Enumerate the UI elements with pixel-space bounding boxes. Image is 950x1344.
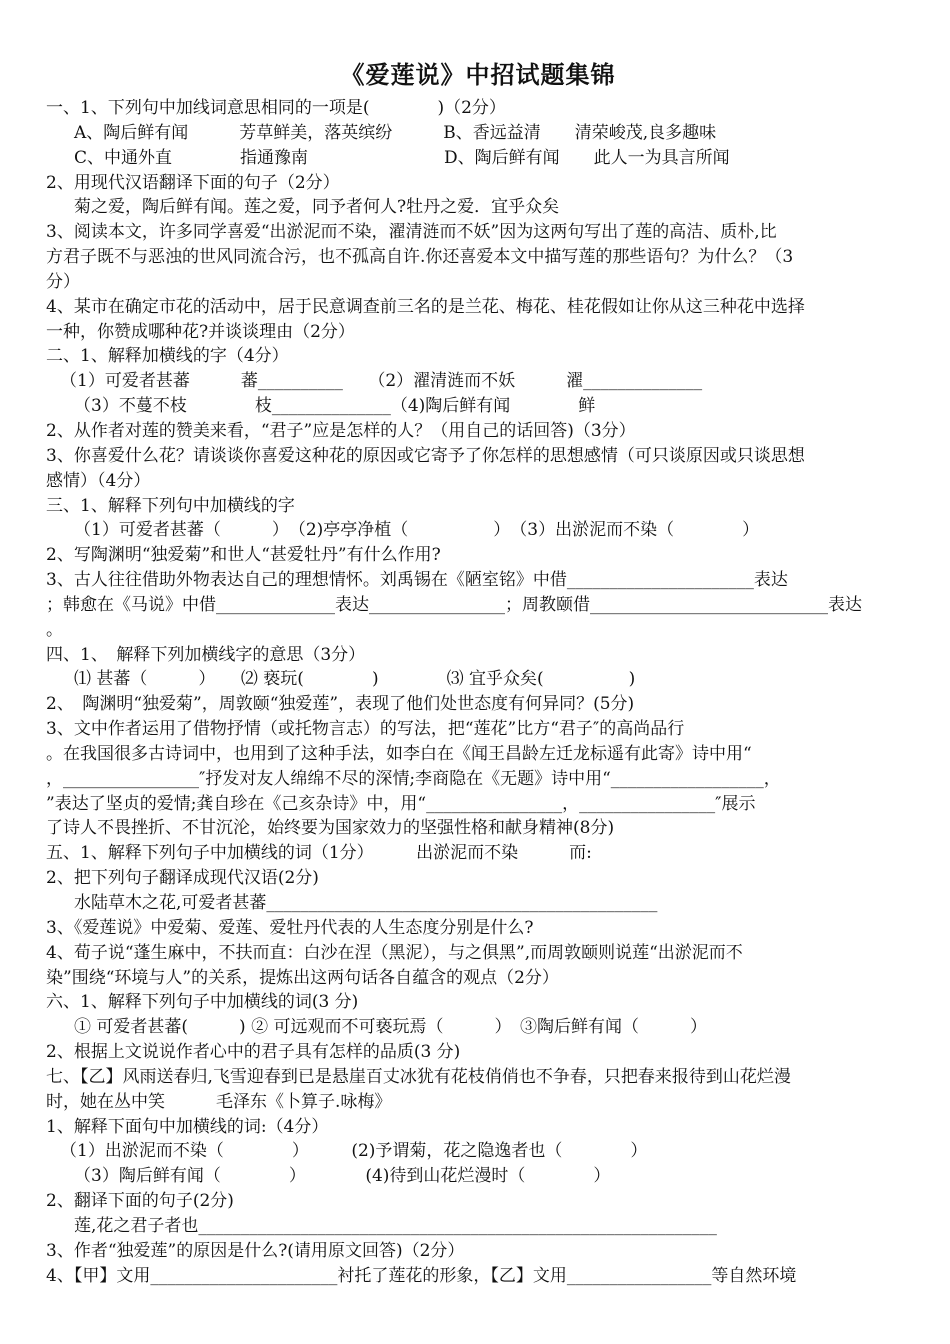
text-line: 3、作者“独爱莲”的原因是什么?(请用原文回答)（2分） [46,1240,465,1261]
text-line: 五、1、解释下列句子中加横线的词（1分） 出淤泥而不染 而: [46,843,592,864]
text-line: 莲,花之君子者也_____________________________________________________________ [74,1215,717,1236]
text-line: 3、你喜爱什么花？请谈谈你喜爱这种花的原因或它寄予了你怎样的思想感情（可只谈原因或只谈思想 [46,445,805,466]
text-line: （1）可爱者甚蕃（ ） （2)亭亭净植（ ） （3）出淤泥而不染（ ） [74,520,760,541]
text-line: ① 可爱者甚蕃( ) ② 可远观而不可亵玩焉（ ） ③陶后鲜有闻（ ） [74,1017,707,1038]
text-line: 。在我国很多古诗词中，也用到了这种手法，如李白在《闻王昌龄左迁龙标遥有此寄》诗中用“ [46,743,752,764]
text-line: 4、某市在确定市花的活动中，居于民意调查前三名的是兰花、梅花、桂花假如让你从这三种花中选择 [46,296,805,317]
text-line: （3）陶后鲜有闻（ ） (4)待到山花烂漫时（ ） [74,1166,611,1187]
text-line: ；韩愈在《马说》中借______________表达________________；周教颐借____________________________表达 [46,594,862,615]
text-line: 2、写陶渊明“独爱菊”和世人“甚爱牡丹”有什么作用? [46,545,441,566]
text-line: 三、1、解释下列句中加横线的字 [46,495,295,516]
text-line: 四、1、 解释下列加横线字的意思（3分） [46,644,366,665]
text-line: 2、用现代汉语翻译下面的句子（2分） [46,172,340,193]
text-line: ，________________″抒发对友人绵绵不尽的深情;李商隐在《无题》诗中用“__________________， [46,768,781,789]
text-line: 2、 陶渊明“独爱菊”，周敦颐“独爱莲”，表现了他们处世态度有何异同？(5分) [46,694,635,715]
text-line: 4、荀子说“蓬生麻中，不扶而直：白沙在涅（黑泥），与之俱黑”,而周敦颐则说莲“出淤泥而不 [46,942,743,963]
text-line: 六、1、解释下列句子中加横线的词(3 分) [46,992,359,1013]
text-line: 3、《爱莲说》中爱菊、爱莲、爱牡丹代表的人生态度分别是什么? [46,917,534,938]
text-line: 二、1、解释加横线的字（4分） [46,346,289,367]
text-line: 染”围绕“环境与人”的关系，提炼出这两句话各自蕴含的观点（2分） [46,967,559,988]
text-line: 2、根据上文说说作者心中的君子具有怎样的品质(3 分) [46,1042,461,1063]
text-line: 一、1、下列句中加线词意思相同的一项是( )（2分） [46,98,506,118]
text-line: 3、阅读本文，许多同学喜爱“出淤泥而不染，濯清涟而不妖”因为这两句写出了莲的高洁、质朴,比 [46,222,777,243]
text-line: 4、【甲】文用______________________衬托了莲花的形象，【乙】文用_________________等自然环境 [46,1265,797,1286]
text-line: 3、古人往往借助外物表达自己的理想情怀。刘禹锡在《陋室铭》中借______________________表达 [46,570,788,591]
text-line: 方君子既不与恶浊的世风同流合污，也不孤高自许.你还喜爱本文中描写莲的那些语句？为什么？（3 [46,247,794,268]
text-line: 2、从作者对莲的赞美来看，“君子”应是怎样的人？（用自己的话回答)（3分） [46,420,636,441]
text-line: 一种，你赞成哪种花?并谈谈理由（2分） [46,321,355,342]
exam-body [46,96,910,1289]
text-line: 分） [46,271,80,292]
text-line: C、中通外直 指通豫南 D、陶后鲜有闻 此人一为具言所闻 [74,147,730,168]
text-line: 。 [46,619,63,640]
text-line: （1）可爱者甚蕃 蕃__________ （2）濯清涟而不妖 濯______________ [60,371,703,392]
text-line: 2、翻译下面的句子(2分) [46,1191,234,1212]
text-line: 3、文中作者运用了借物抒情（或托物言志）的写法，把“莲花”比方“君子″的高尚品行 [46,719,685,740]
text-line: 1、解释下面句中加横线的词:（4分） [46,1116,329,1137]
text-line: A、陶后鲜有闻 芳草鲜美，落英缤纷 B、香远益清 清荣峻茂,良多趣味 [74,122,717,143]
text-line: 七、【乙】风雨送春归,飞雪迎春到已是悬崖百丈冰犹有花枝俏俏也不争春，只把春来报待到山花烂漫 [46,1066,791,1087]
text-line: 感情）（4分） [46,470,151,491]
page-title: 《爱莲说》中招试题集锦 [340,60,616,89]
text-line: ⑴ 甚蕃（ ） ⑵ 亵玩( ) ⑶ 宜乎众矣( ) [74,669,636,690]
text-line: 时，她在丛中笑 毛泽东《卜算子.咏梅》 [46,1091,392,1112]
text-line: 2、把下列句子翻译成现代汉语(2分) [46,868,319,889]
text-line: 水陆草木之花,可爱者甚蕃______________________________________________ [74,893,658,913]
text-line: ”表达了坚贞的爱情;龚自珍在《己亥杂诗》中，用“________________，________________″展示 [46,793,756,814]
text-line: （1）出淤泥而不染（ ） (2)予谓菊，花之隐逸者也（ ） [60,1141,648,1162]
exam-page [46,56,910,1289]
text-line: （3）不蔓不枝 枝______________（4)陶后鲜有闻 鲜 [74,396,596,417]
text-line: 菊之爱，陶后鲜有闻。莲之爱，同予者何人?牡丹之爱．宜乎众矣 [74,197,560,218]
text-line: 了诗人不畏挫折、不甘沉沦，始终要为国家效力的坚强性格和献身精神(8分) [46,818,615,839]
